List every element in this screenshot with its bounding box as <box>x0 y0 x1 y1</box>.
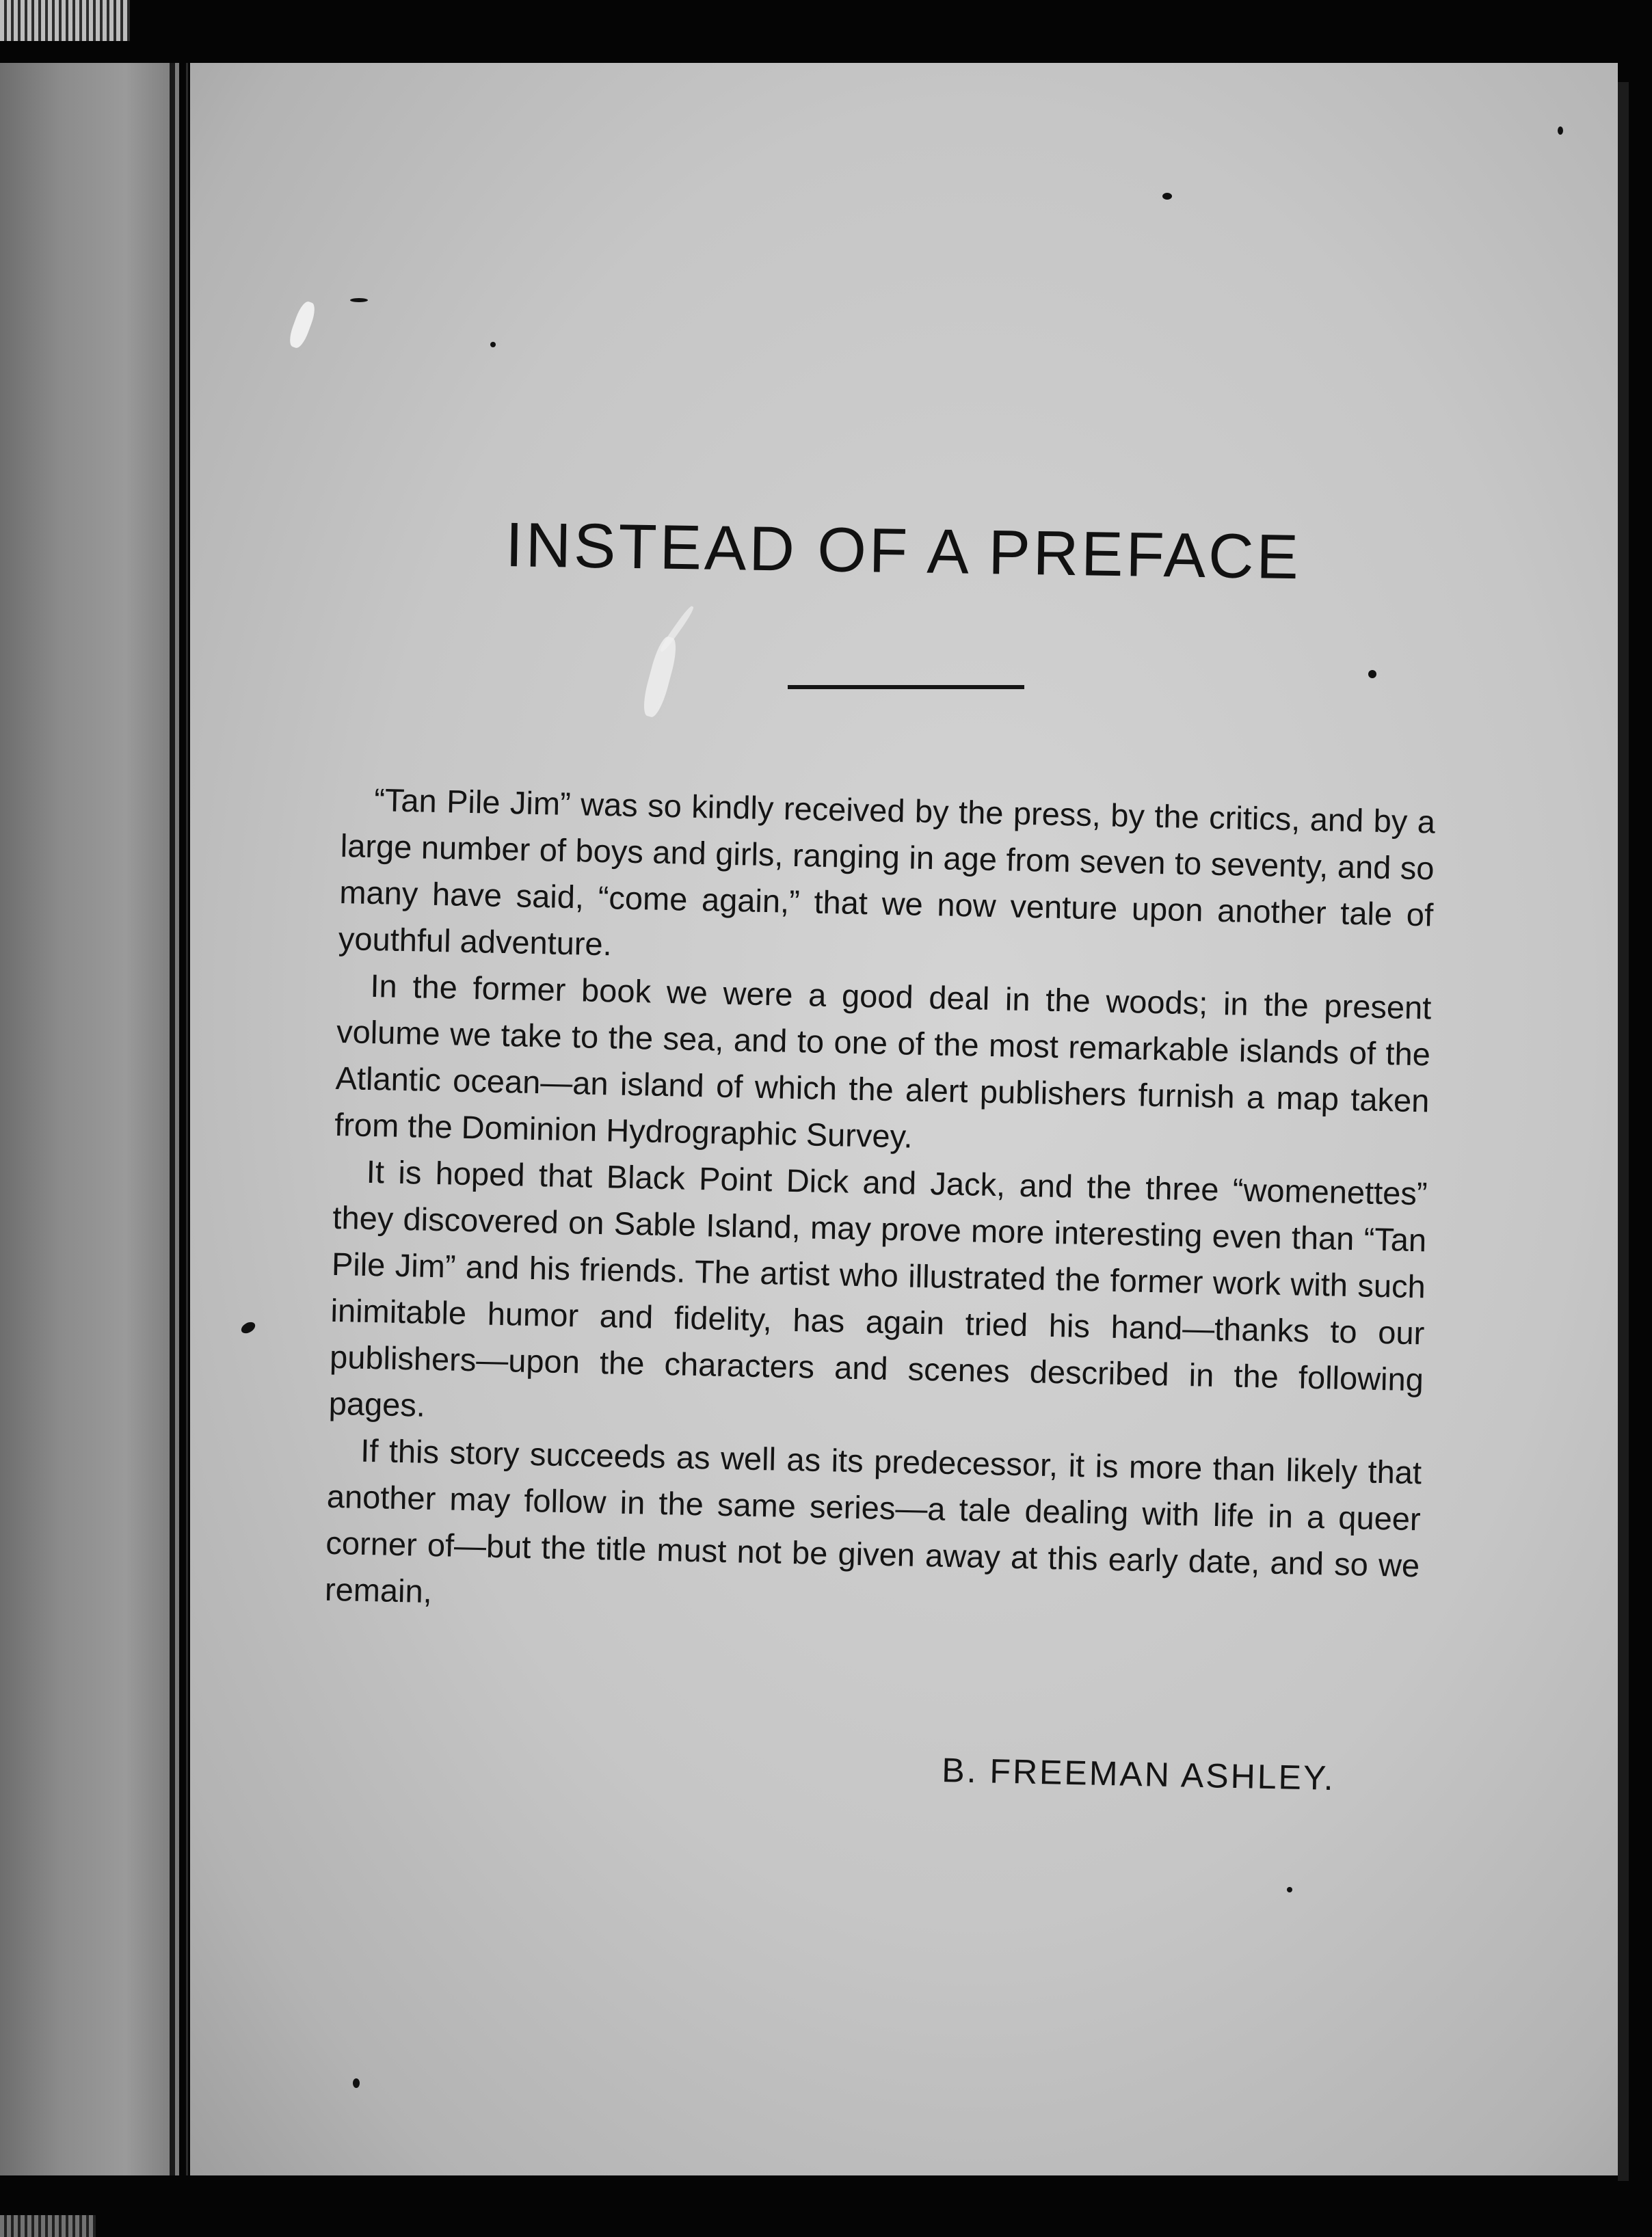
scan-speck <box>350 298 368 302</box>
paragraph: In the former book we were a good deal in the woods; in the present volume we take to the sea, and to one of the most remarkable islands of the Atlantic ocean—an island of which the alert publishers furnish a map taken from the Dominion Hydrographic Survey. <box>334 967 1432 1155</box>
scan-speck <box>1558 126 1563 135</box>
scan-speck <box>1368 670 1376 678</box>
paragraph: If this story succeeds as well as its predecessor, it is more than likely that another may follow in the same series—a tale dealing with life in a queer corner of—but the title must not be given away at this early date, and so we remain, <box>324 1432 1422 1610</box>
scan-speck <box>490 342 496 347</box>
scan-speck <box>1162 193 1172 200</box>
page-title: INSTEAD OF A PREFACE <box>505 509 1302 593</box>
scan-speck <box>353 2078 360 2088</box>
paragraph: “Tan Pile Jim” was so kindly received by the press, by the critics, and by a large number of boys and girls, ranging in age from seven to seventy, and so many have said, “come again,” that we now venture upon another tale of youthful adventure. <box>338 781 1436 963</box>
author-signature: B. FREEMAN ASHLEY. <box>941 1750 1336 1798</box>
scanner-marker <box>0 0 130 41</box>
title-rule <box>788 685 1024 689</box>
paragraph: It is hoped that Black Point Dick and Jack, and the three “womenettes” they discovered on Sable Island, may prove more interesting even than “Tan Pile Jim” and his friends. The artist who illustrated the former work with such inimitable humor and fidelity, has again tried his hand—thanks to our publishers—upon the characters and scenes described in the following pages. <box>328 1153 1428 1423</box>
scan-speck <box>1287 1887 1292 1892</box>
scanner-marker-bottom <box>0 2215 96 2237</box>
binding-edge-inner <box>186 63 188 2175</box>
preface-body <box>324 776 1435 1635</box>
page-edge <box>1618 82 1629 2181</box>
binding-edge <box>170 63 175 2175</box>
binding-gutter <box>0 63 179 2175</box>
